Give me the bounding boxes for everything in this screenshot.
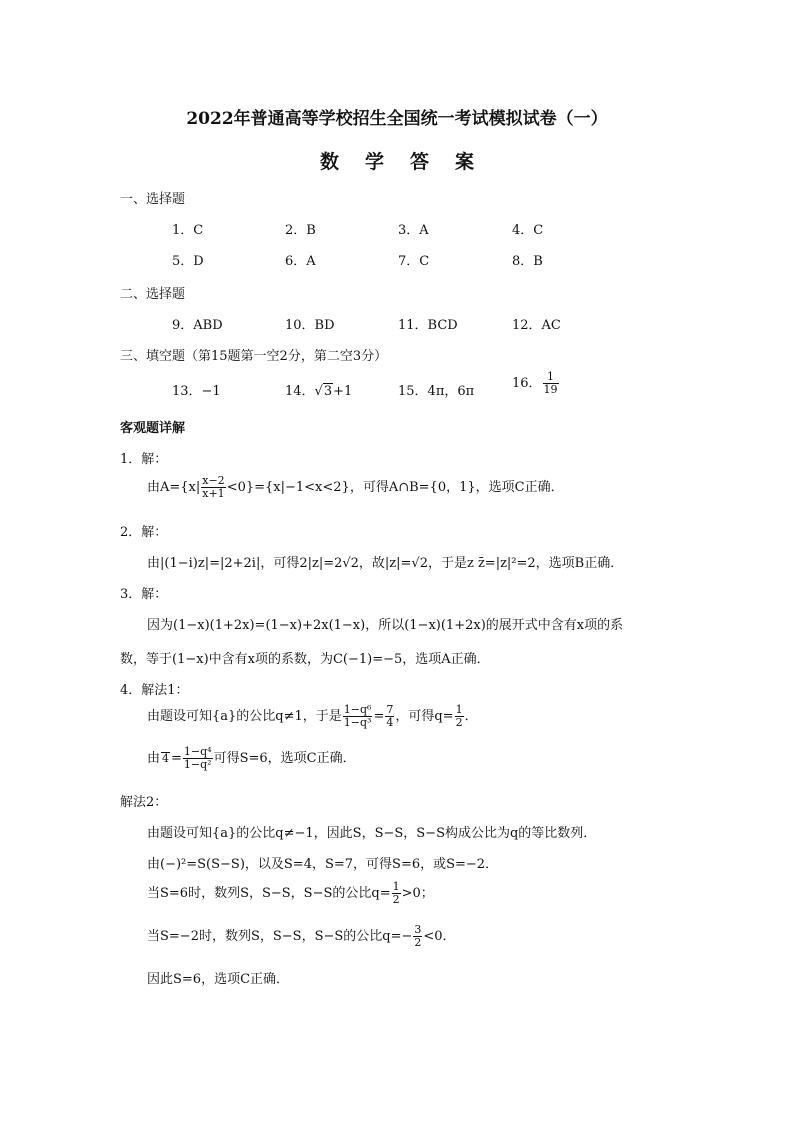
section-heading-choice: 一、选择题: [120, 192, 186, 207]
q4-method2-line4: 当S=−2时，数列S，S−S，S−S的公比q=− $\frac{3}{2}$ <0．: [147, 923, 456, 949]
answer-1: 1．C: [172, 223, 204, 238]
page-title: 2022年普通高等学校招生全国统一考试模拟试卷（一）: [186, 109, 608, 129]
answer-4: 4．C: [512, 223, 544, 238]
q3-label: 3．解：: [120, 587, 168, 602]
answer-9: 9．ABD: [172, 318, 223, 333]
q4-method2-line3: 当S=6时，数列S，S−S，S−S的公比q= $\frac{1}{2}$ >0；: [147, 880, 434, 906]
answer-6: 6．A: [285, 254, 316, 269]
answer-16: 16． $\frac{1}{19}$: [512, 370, 558, 396]
q4-method2-line1: 由题设可知{a}的公比q≠−1，因此S，S−S，S−S构成公比为q的等比数列．: [147, 826, 597, 841]
q2-solution: 由|(1−i)z|=|2+2i|，可得2|z|=2√2，故|z|=√2，于是z z̄=|z|²=2，选项B正确．: [147, 556, 624, 571]
section-heading-multi: 二、选择题: [120, 287, 186, 302]
page-subtitle: 数学答案: [319, 151, 500, 173]
answer-2: 2．B: [285, 223, 316, 238]
q4-method2-line2: 由(−)²=S(S−S)，以及S=4，S=7，可得S=6，或S=−2．: [147, 857, 499, 872]
answer-3: 3．A: [398, 223, 429, 238]
answer-10: 10．BD: [285, 318, 335, 333]
q1-solution: 由A={x| $\frac{x-2}{x+1}$ <0}={x|−1<x<2}，可得A∩B={0，1}，选项C正确．: [147, 474, 564, 500]
q4-method1-line2: 由 4 = $\frac{\text{1−q⁴}}{\text{1−q²}}$ 可得S=6，选项C正确．: [147, 745, 356, 771]
answer-13: 13．−1: [172, 384, 221, 399]
q4-method2-conclusion: 因此S=6，选项C正确．: [147, 972, 290, 987]
answer-5: 5．D: [172, 254, 204, 269]
q3-solution-line2: 数，等于(1−x)中含有x项的系数，为C(−1)=−5，选项A正确．: [120, 652, 490, 667]
q4-label: 4．解法1：: [120, 683, 189, 698]
section-heading-detail: 客观题详解: [120, 421, 186, 436]
answer-15: 15．4π，6π: [398, 384, 475, 399]
answer-11: 11．BCD: [398, 318, 458, 333]
answer-14: 14．√3+1: [285, 384, 353, 399]
answer-12: 12．AC: [512, 318, 561, 333]
q4-method2-label: 解法2：: [120, 795, 168, 810]
q4-method1-line1: 由题设可知{a}的公比q≠1，于是 $\frac{\text{1−q⁶}}{\text{1−q³}}$ = $\frac{7}{4}$ ，可得q= $\frac{1}{2}$ ．: [147, 703, 478, 729]
q3-solution-line1: 因为(1−x)(1+2x)=(1−x)+2x(1−x)，所以(1−x)(1+2x)的展开式中含有x项的系: [147, 618, 624, 633]
q2-label: 2．解：: [120, 525, 168, 540]
answer-8: 8．B: [512, 254, 543, 269]
answer-7: 7．C: [398, 254, 430, 269]
q1-label: 1．解：: [120, 452, 168, 467]
section-heading-fill: 三、填空题（第15题第一空2分，第二空3分）: [120, 349, 388, 364]
